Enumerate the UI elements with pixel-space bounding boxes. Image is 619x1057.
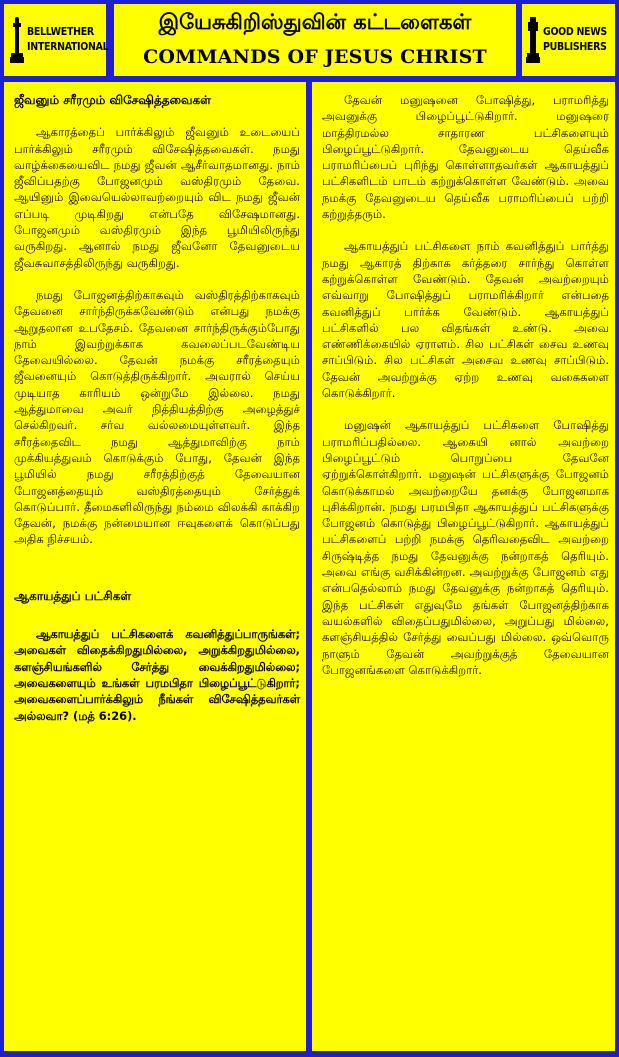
page-title-tamil: இயேசுகிறிஸ்துவின் கட்டளைகள் [158, 10, 472, 34]
right-column [312, 82, 615, 1051]
paragraph: மனுஷன் ஆகாயத்துப் பட்சிகளை போஷித்து பராமரிப்பதில்லை. ஆகையி னால் அவற்றை பிழைப்பூட்டும் பொறுப்பை தேவனே ஏற்றுக்கொள்கிறார். மனுஷன் பட்சிகளுக்கு போஜனம் கொடுக்காமல் அவற்றையே தனக்கு போஜனமாக புசிக்கிறான். நமது பரமபிதா ஆகாயத்துப் பட்சிகளுக்கு போஜனம் கொடுத்து பிழைப்பூட்டுகிறார். ஆகாயத்துப் பட்சிகளைப் பற்றி நமக்கு தெரிவதைவிட அவற்றை சிருஷ்டித்த நமது தேவனுக்கு நன்றாகத் தெரியும். அவை எங்கு வசிக்கின்றன. அவற்றுக்கு போஜனம் எது என்பதெல்லாம் நமது தேவனுக்கு நன்றாகத் தெரியும். இந்த பட்சிகள் எதுவுமே தங்கள் போஜனத்திற்காக வயல்களில் விதைப்பதுமில்லை, அறுப்பது மில்லை, களஞ்சியத்தில் சேர்த்து வைப்பது மில்லை. ஒவ்வொரு நாளும் தேவன் அவற்றுக்குத் தேவையான போஜனங்களை கொடுக்கிறார். [322, 418, 609, 677]
paragraph: தேவன் மனுஷனை போஷித்து, பராமரித்து அவனுக்கு பிழைப்பூட்டுகிறார். மனுஷரை மாத்திரமல்ல சாதாரண பட்சிகளையும் பிழைப்பூட்டுகிறார். தேவனுடைய தெய்வீக பராமரிப்பைப் புரிந்து கொள்ளாதவர்கள் ஆகாயத்துப் பட்சிகளிடம் பாடம் கற்றுக்கொள்ள வேண்டும். அவை நமக்கு தேவனுடைய தெய்வீக பராமரிப்பைப் பற்றி கற்றுத்தரும். [322, 93, 609, 222]
bell-tower-icon [526, 17, 540, 63]
section-heading-life-body: ஜீவனும் சரீரமும் விசேஷித்தவைகள் [14, 93, 211, 107]
publisher-logo-right [522, 4, 615, 76]
scripture-quote: ஆகாயத்துப் பட்சிகளைக் கவனித்துப்பாருங்கள்; அவைகள் விதைக்கிறதுமில்லை, அறுக்கிறதுமில்லை, களஞ்சியங்களில் சேர்த்து வைக்கிறதுமில்லை; அவைகளையும் உங்கள் பரமபிதா பிழைப்பூட்டுகிறார்; அவைகளைப்பார்க்கிலும் நீங்கள் விசேஷித்தவர்கள் அல்லவா? (மத் 6:26). [14, 627, 300, 723]
page-title-english: COMMANDS OF JESUS CHRIST [143, 46, 487, 68]
right-logo-line2: PUBLISHERS [543, 41, 607, 53]
paragraph: ஆகாரத்தைப் பார்க்கிலும் ஜீவனும் உடையைப் பார்க்கிலும் சரீரமும் விசேஷித்தவைகள். நமது வாழ்க்கையைவிட நமது ஜீவன் ஆசீர்வாதமானது. நாம் ஜீவிப்பதற்கு போஜனமும் வஸ்திரமும் தேவை. ஆயினும் இவையெல்லாவற்றையும் விட நமது ஜீவன் எப்படி முடிகிறது என்பதே விசேஷமானது. போஜனமும் வஸ்திரமும் இந்த பூமியிலிருந்து வருகிறது. ஆனால் நமது ஜீவனோ தேவனுடைய ஜீவசுவாசத்திலிருந்து வருகிறது. [14, 125, 300, 270]
left-logo-line2: INTERNATIONAL [27, 41, 109, 53]
publisher-logo-left [4, 4, 109, 76]
left-logo-line1: BELLWETHER [27, 26, 94, 38]
right-logo-line1: GOOD NEWS [543, 26, 607, 38]
left-column [4, 82, 306, 1051]
title-banner [114, 4, 516, 76]
section-heading-birds: ஆகாயத்துப் பட்சிகள் [14, 588, 132, 603]
lamp-icon [10, 17, 24, 63]
paragraph: ஆகாயத்துப் பட்சிகளை நாம் கவனித்துப் பார்த்து நமது ஆகாரத் திற்காக கர்த்தரை சார்ந்து கொள்ள கற்றுக்கொள்ள வேண்டும். தேவன் அவற்றையும் எவ்வாறு போஷித்துப் பராமரிக்கிறார் என்பதை கவனித்துப் பார்க்க வேண்டும். ஆகாயத்துப் பட்சிகளில் பல விதங்கள் உண்டு. அவை எண்ணிக்கையில் ஏராளம். சில பட்சிகள் சைவ உணவு சாப்பிடும். சில பட்சிகள் அசைவ உணவு சாப்பிடும். தேவன் அவற்றுக்கு ஏற்ற உணவு வகைகளை கொடுக்கிறார். [322, 239, 609, 401]
paragraph: நமது போஜனத்திற்காகவும் வஸ்திரத்திற்காகவும் தேவனை சார்ந்திருக்கவேண்டும் என்பது நமக்கு ஆறுதலான உபதேசம். தேவனை சார்ந்திருக்கும்போது நாம் இவற்றுக்காக கவலைப்படவேண்டிய தேவையில்லை. தேவன் நமக்கு சரீரத்தையும் ஜீவனையும் கொடுத்திருக்கிறார். அவரால் செய்ய முடியாத காரியம் ஒன்றுமே இல்லை. நமது ஆத்துமாவை அவர் நித்தியத்திற்கு அழைத்துச் செல்கிறவர். சர்வ வல்லமையுள்ளவர். இந்த சரீரத்தைவிட நமது ஆத்துமாவிற்கு நாம் முக்கியத்துவம் கொடுக்கும் போது, தேவன் இந்த பூமியில் நமது சரீரத்திற்குத் தேவையான போஜனத்தையும் வஸ்திரத்தையும் சேர்த்துக் கொடுப்பார். தீமைகளிலிருந்து நம்மை விலக்கி காக்கிற தேவன், நமக்கு நன்மையான ஈவுகளைக் கொடுப்பது அதிக நிச்சயம். [14, 287, 300, 547]
